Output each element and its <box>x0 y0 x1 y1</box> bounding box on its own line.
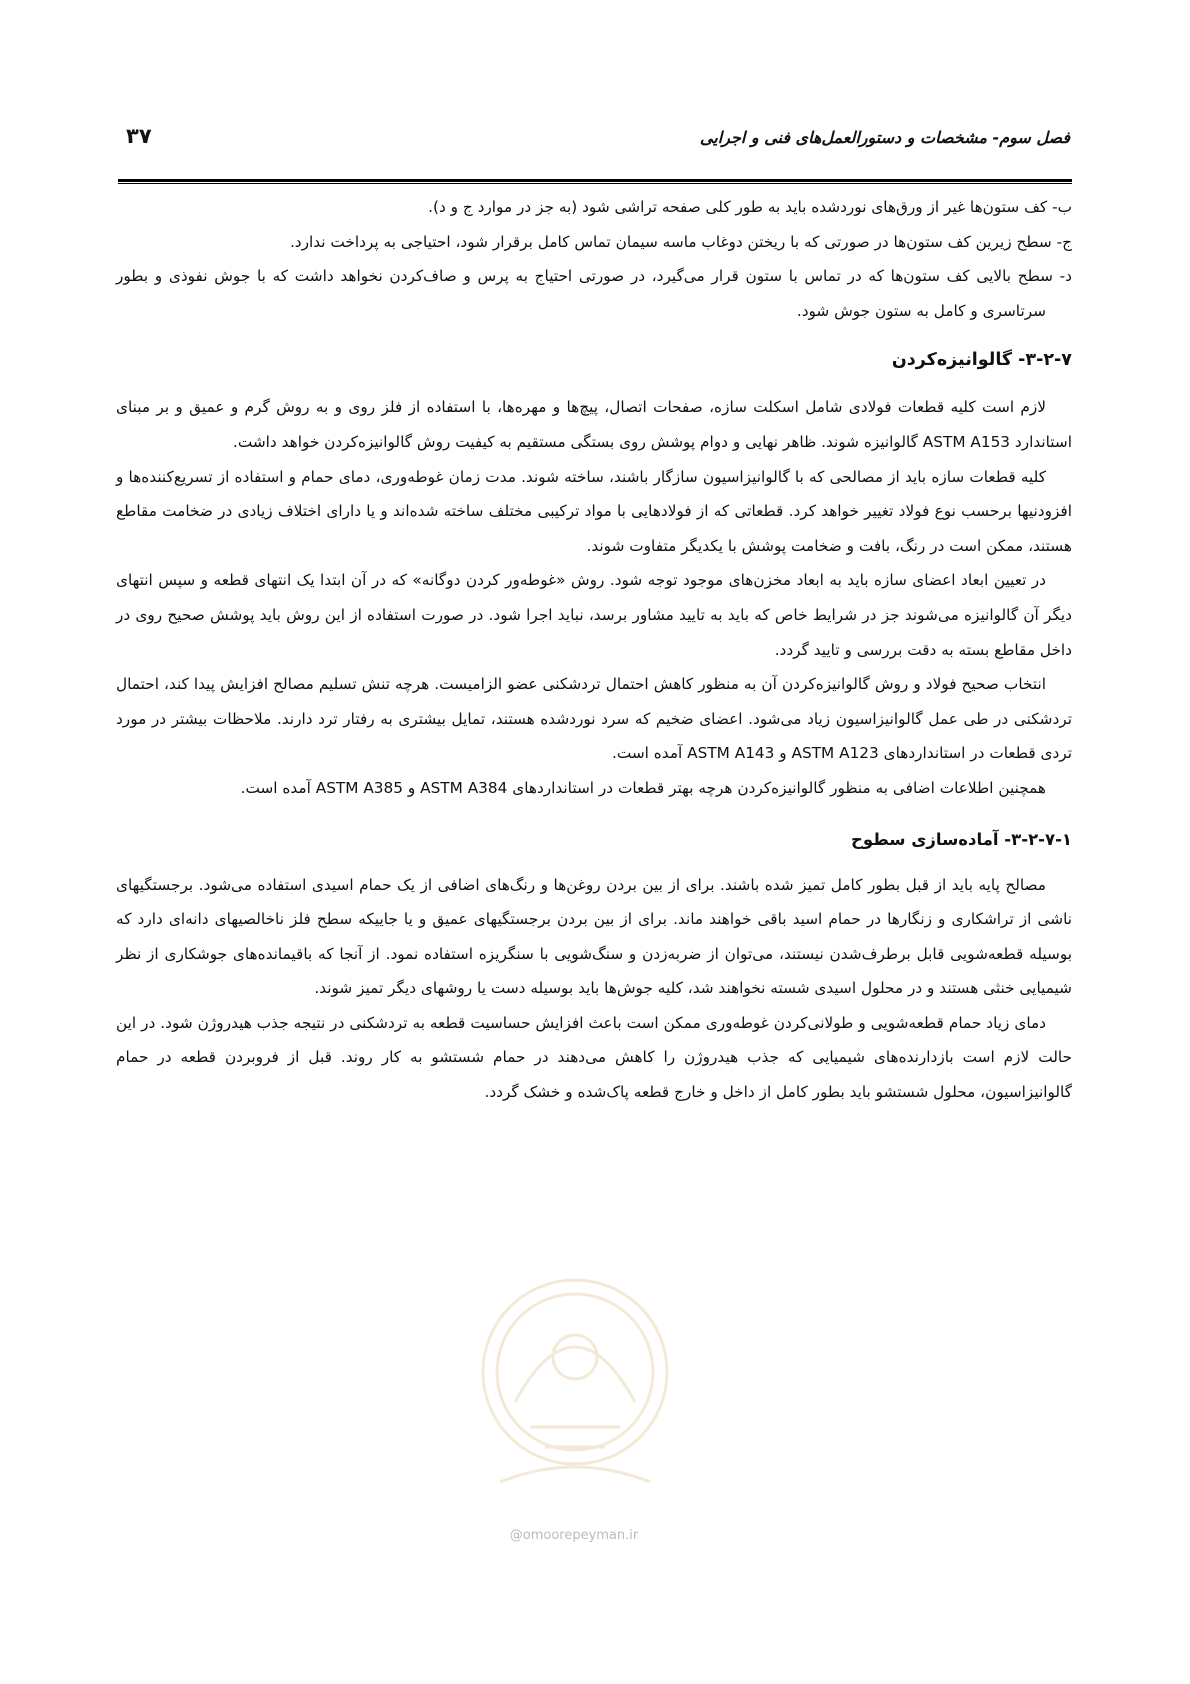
header-rule <box>118 179 1072 184</box>
paragraph: انتخاب صحیح فولاد و روش گالوانیزه‌کردن آن به منظور کاهش احتمال تردشکنی عضو الزامیست. هرچه تنش تسلیم مصالح افزایش پیدا کند، احتمال تردشکنی در طی عمل گالوانیزاسیون زیاد می‌شود. اعضای ضخیم که سرد نوردشده هستند، تمایل بیشتری به رفتار ترد دارند. ملاحظات بیشتر در مورد تردی قطعات در استانداردهای ASTM A123 و ASTM A143 آمده است. <box>116 675 1072 763</box>
body-content <box>116 190 1072 1110</box>
paragraph: کلیه قطعات سازه باید از مصالحی که با گالوانیزاسیون سازگار باشند، ساخته شوند. مدت زمان غوطه‌وری، دمای حمام و استفاده از تسریع‌کننده‌ها و افزودنیها برحسب نوع فولاد تغییر خواهد کرد. قطعاتی که از فولادهایی با مواد ترکیبی مختلف ساخته شده‌اند و یا دارای اختلاف زیادی در ضخامت مقاطع هستند، ممکن است در رنگ، بافت و ضخامت پوشش با یکدیگر متفاوت شوند. <box>116 467 1072 555</box>
paragraph: دمای زیاد حمام قطعه‌شویی و طولانی‌کردن غوطه‌وری ممکن است باعث افزایش حساسیت قطعه به تردشکنی در نتیجه جذب هیدروژن شود. در این حالت لازم است بازدارنده‌های شیمیایی که جذب هیدروژن را کاهش می‌دهند در حمام شستشو به کار روند. قبل از فروبردن قطعه در حمام گالوانیزاسیون، محلول شستشو باید بطور کامل از داخل و خارج قطعه پاک‌شده و خشک گردد. <box>116 1013 1072 1102</box>
list-item-d: د- سطح بالایی کف ستون‌ها که در تماس با ستون قرار می‌گیرد، در صورتی احتیاج به پرس و صاف‌کردن نخواهد داشت که با جوش نفوذی و بطور سرتاسری و کامل به ستون جوش شود. <box>116 267 1072 320</box>
paragraph: مصالح پایه باید از قبل بطور کامل تمیز شده باشند. برای از بین بردن روغن‌ها و رنگ‌های اضافی از یک حمام اسیدی استفاده می‌شود. برجستگیهای ناشی از تراشکاری و زنگارها در حمام اسید باقی خواهند ماند. برای از بین بردن برجستگیهای عمیق و یا جاییکه سطح فلز ناخالصیهای دانه‌ای دارد که بوسیله قطعه‌شویی قابل برطرف‌شدن نیستند، می‌توان از ضربه‌زدن و سنگ‌شویی با سنگریزه استفاده نمود. از آنجا که باقیمانده‌های جوشکاری از نظر شیمیایی خنثی هستند و در محلول اسیدی شسته نخواهند شد، کلیه جوش‌ها باید بوسیله دست یا روشهای دیگر تمیز شوند. <box>116 875 1072 998</box>
watermark-text: @omoorepeyman.ir <box>509 1528 639 1543</box>
paragraph: همچنین اطلاعات اضافی به منظور گالوانیزه‌کردن هرچه بهتر قطعات در استانداردهای ASTM A384 و ASTM A385 آمده است. <box>240 778 1046 797</box>
running-header <box>118 118 1070 158</box>
list-item-j: ج- سطح زیرین کف ستون‌ها در صورتی که با ریختن دوغاب ماسه سیمان تماس کامل برقرار شود، احتیاجی به پرداخت ندارد. <box>289 232 1072 251</box>
watermark-logo-icon <box>470 1252 680 1512</box>
chapter-title: فصل سوم- مشخصات و دستورالعمل‌های فنی و اجرایی <box>699 128 1070 147</box>
page-number: ۳۷ <box>126 124 152 148</box>
list-item-b: ب- کف ستون‌ها غیر از ورق‌های نوردشده باید به طور کلی صفحه تراشی شود (به جز در موارد ج و د). <box>428 198 1072 216</box>
paragraph: لازم است کلیه قطعات فولادی شامل اسکلت سازه، صفحات اتصال، پیچ‌ها و مهره‌ها، با استفاده از فلز روی و به روش گرم و عمیق و بر مبنای استاندارد ASTM A153 گالوانیزه شوند. ظاهر نهایی و دوام پوشش روی بستگی مستقیم به کیفیت روش گالوانیزه‌کردن خواهد داشت. <box>116 398 1072 451</box>
section-heading-galvanize: ۳-۲-۷- گالوانیزه‌کردن <box>891 350 1072 371</box>
paragraph: در تعیین ابعاد اعضای سازه باید به ابعاد مخزن‌های موجود توجه شود. روش «غوطه‌ور کردن دوگانه» که در آن ابتدا یک انتهای قطعه و سپس انتهای دیگر آن گالوانیزه می‌شوند جز در شرایط خاص که باید به تایید مشاور برسد، نباید اجرا شود. در صورت استفاده از این روش باید پوشش صحیح روی در داخل مقاطع بسته به دقت بررسی و تایید گردد. <box>116 571 1072 659</box>
section-heading-surface-prep: ۳-۲-۷-۱- آماده‌سازی سطوح <box>850 829 1072 849</box>
